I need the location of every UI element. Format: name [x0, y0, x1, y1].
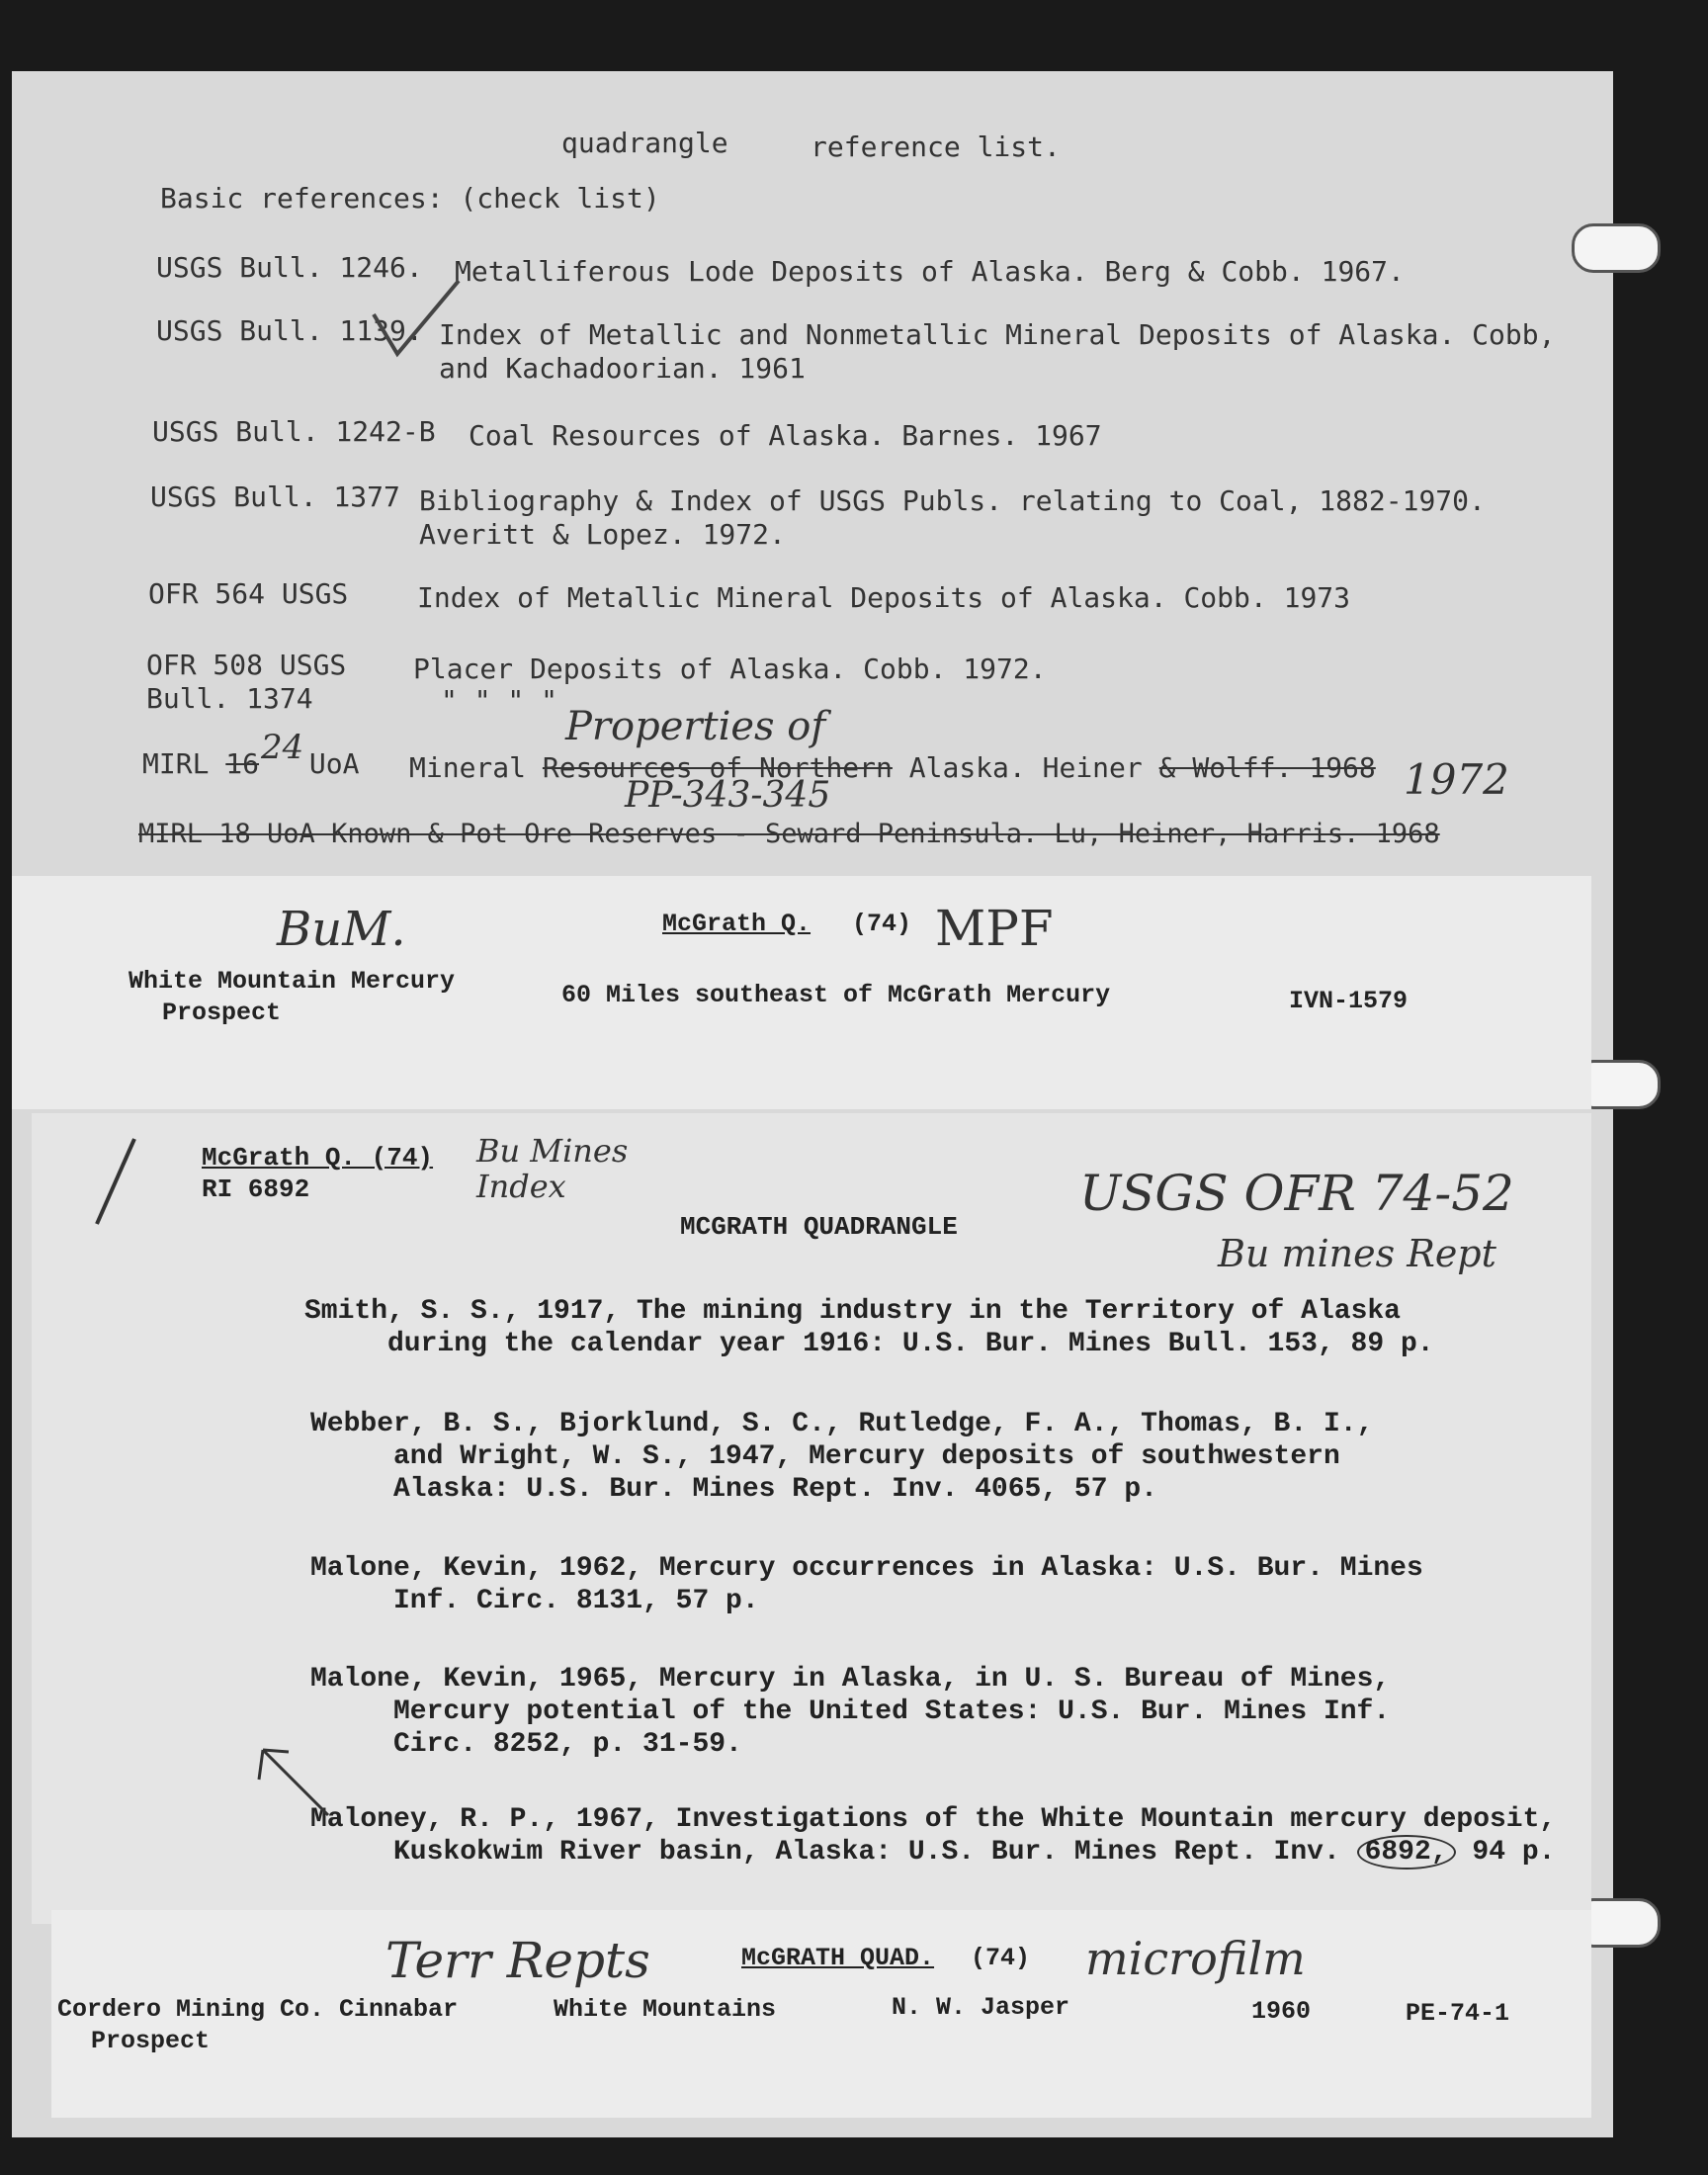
prospect-name-continued: Prospect: [162, 999, 282, 1027]
ref-text-continued: Averitt & Lopez. 1972.: [419, 518, 786, 551]
mirl-number-struck: 16: [225, 747, 260, 780]
card-header: McGrath Q. (74): [202, 1143, 434, 1173]
reference-line: during the calendar year 1916: U.S. Bur. Mines Bull. 153, 89 p.: [387, 1329, 1434, 1359]
handwritten-usgs-ofr: USGS OFR 74-52: [1079, 1165, 1514, 1222]
ref-id: OFR 508 USGS: [146, 649, 347, 681]
ref-id: USGS Bull. 1242-B: [152, 415, 436, 448]
reference-entry: [304, 1295, 1434, 1360]
quadrangle-code: (74): [971, 1944, 1031, 1972]
mirl-label: MIRL: [142, 747, 210, 780]
reference-line: Kuskokwim River basin, Alaska: U.S. Bur. Mines Rept. Inv.: [393, 1837, 1340, 1868]
prospect-name: White Mountain Mercury: [128, 967, 456, 996]
card-header: McGRATH QUAD.: [741, 1944, 935, 1972]
ref-id: USGS Bull. 1246.: [156, 251, 423, 284]
ref-id-continued: Bull. 1374: [146, 682, 313, 715]
ri-number: RI 6892: [202, 1174, 310, 1204]
year: 1960: [1251, 1997, 1312, 2026]
handwritten-microfilm: microfilm: [1085, 1932, 1306, 1985]
mirl-title: [409, 751, 1376, 784]
ref-text: Index of Metallic and Nonmetallic Mineral Deposits of Alaska. Cobb,: [439, 318, 1556, 351]
handwritten-mpf: MPF: [935, 900, 1054, 957]
mirl-title-part: Mineral: [409, 751, 527, 784]
ditto-marks: " " " ": [441, 684, 558, 717]
handwritten-bu-mines-rept: Bu mines Rept: [1218, 1232, 1496, 1275]
mirl-id: [142, 747, 359, 780]
location: White Mountains: [554, 1995, 777, 2024]
mirl-title-struck: & Wolff. 1968: [1158, 751, 1376, 784]
reference-line: 94 p.: [1472, 1837, 1556, 1868]
reference-entry: [310, 1663, 1390, 1761]
hand-slash-mark-icon: [87, 1133, 146, 1232]
prospect-name: Cordero Mining Co. Cinnabar: [57, 1995, 459, 2024]
ref-text: Bibliography & Index of USGS Publs. relating to Coal, 1882-1970.: [419, 484, 1486, 517]
reference-line: Alaska: U.S. Bur. Mines Rept. Inv. 4065, 57 p.: [393, 1474, 1157, 1505]
reference-entry: [310, 1803, 1556, 1869]
quadrangle-code: (74): [852, 910, 912, 938]
handwritten-properties-of: Properties of: [565, 704, 826, 749]
handwritten-bu-mines-index: Bu Mines Index: [476, 1132, 629, 1205]
reference-id: PE-74-1: [1406, 1999, 1510, 2028]
reference-line: Mercury potential of the United States: U.S. Bur. Mines Inf.: [393, 1696, 1391, 1727]
prospect-name-continued: Prospect: [91, 2027, 211, 2055]
title-reference-list: reference list.: [811, 130, 1061, 163]
ref-text: Index of Metallic Mineral Deposits of Alaska. Cobb. 1973: [417, 581, 1351, 614]
ref-text: Metalliferous Lode Deposits of Alaska. Berg & Cobb. 1967.: [455, 255, 1405, 288]
section-title: MCGRATH QUADRANGLE: [680, 1212, 958, 1242]
reference-line: Maloney, R. P., 1967, Investigations of the White Mountain mercury deposit,: [310, 1804, 1557, 1835]
mirl-18-struck-line: MIRL 18 UoA Known & Pot Ore Reserves - Seward Peninsula. Lu, Heiner, Harris. 1968: [138, 819, 1440, 849]
reference-line: Malone, Kevin, 1962, Mercury occurrences in Alaska: U.S. Bur. Mines: [310, 1553, 1423, 1584]
handwritten-terr-repts: Terr Repts: [385, 1932, 650, 1989]
ref-id: USGS Bull. 1139.: [156, 314, 423, 347]
mpf-card: [12, 876, 1591, 1109]
ref-id: USGS Bull. 1377: [150, 480, 400, 513]
person-name: N. W. Jasper: [892, 1993, 1070, 2022]
ref-text-continued: and Kachadoorian. 1961: [439, 352, 806, 385]
reference-line: Webber, B. S., Bjorklund, S. C., Rutledge, F. A., Thomas, B. I.,: [310, 1409, 1374, 1439]
check-mark-icon: [368, 275, 467, 364]
title-quadrangle: quadrangle: [561, 127, 728, 159]
binder-hole-top: [1572, 223, 1661, 273]
basic-references-label: Basic references: (check list): [160, 182, 660, 215]
ref-text: Coal Resources of Alaska. Barnes. 1967: [469, 419, 1102, 452]
ref-id: OFR 564 USGS: [148, 577, 349, 610]
ref-text: Placer Deposits of Alaska. Cobb. 1972.: [413, 652, 1047, 685]
location: 60 Miles southeast of McGrath Mercury: [561, 981, 1111, 1009]
mcgrath-references-card: [32, 1113, 1591, 1924]
reference-line: Malone, Kevin, 1965, Mercury in Alaska, in U. S. Bureau of Mines,: [310, 1664, 1391, 1695]
card-header: McGrath Q.: [662, 910, 811, 938]
reference-entry: [310, 1408, 1373, 1506]
document-page: [12, 71, 1613, 2137]
circled-report-number: 6892,: [1357, 1835, 1456, 1870]
reference-line: and Wright, W. S., 1947, Mercury deposits of southwestern: [393, 1441, 1340, 1472]
mirl-source: UoA: [308, 747, 360, 780]
terr-repts-card: [51, 1910, 1591, 2118]
reference-line: Inf. Circ. 8131, 57 p.: [393, 1586, 759, 1616]
hand-arrow-icon: [249, 1736, 338, 1825]
handwritten-1972: 1972: [1404, 755, 1509, 804]
reference-id: IVN-1579: [1289, 987, 1409, 1015]
handwritten-24: 24: [261, 728, 304, 767]
handwritten-pp-343-345: PP-343-345: [625, 775, 831, 816]
handwritten-bum: BuM.: [277, 902, 406, 957]
mirl-title-part: Alaska. Heiner: [908, 751, 1143, 784]
reference-line: Smith, S. S., 1917, The mining industry in the Territory of Alaska: [304, 1296, 1401, 1327]
mirl-title-struck: Resources of Northern: [542, 751, 893, 784]
reference-entry: [310, 1552, 1423, 1617]
reference-line: Circ. 8252, p. 31-59.: [393, 1729, 742, 1760]
